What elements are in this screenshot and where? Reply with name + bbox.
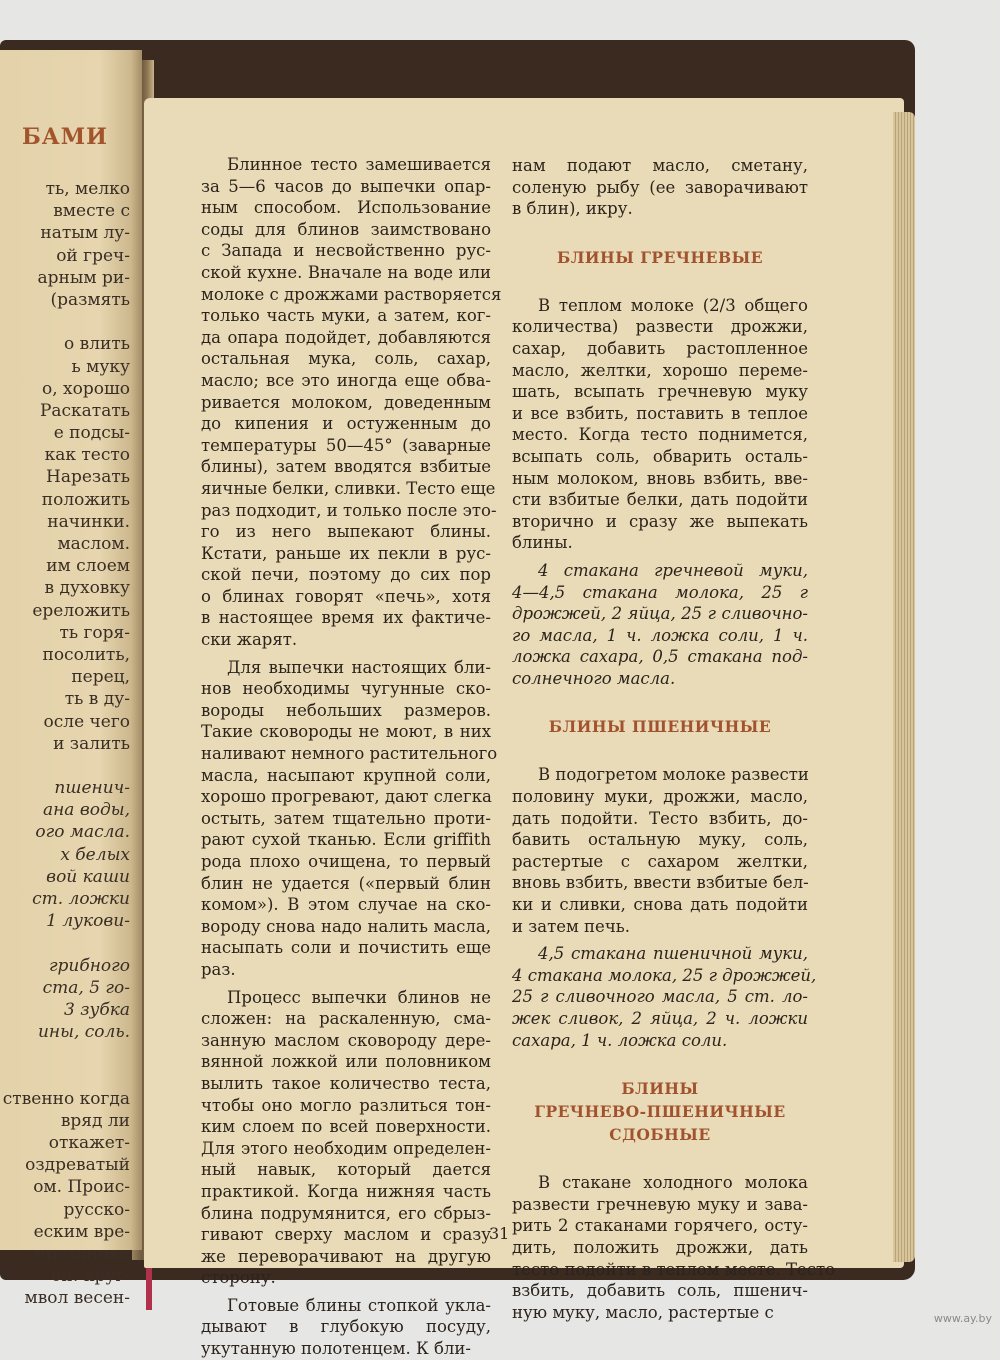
text-line: дить, положить дрожжи, дать xyxy=(512,1237,808,1257)
left-page-line: ой: круг- xyxy=(51,1266,130,1287)
section-heading xyxy=(512,1077,808,1146)
text-line: рают сухой тканью. Если griffith xyxy=(201,830,491,850)
left-page-line: ть, мелко xyxy=(45,179,130,199)
left-page-line: (размять xyxy=(50,289,130,310)
text-line: сторону. xyxy=(201,1268,276,1288)
left-page-line: русско- xyxy=(63,1199,130,1220)
paragraph xyxy=(512,1172,836,1323)
left-page-line: откажет- xyxy=(48,1133,130,1154)
text-line: остальная мука, соль, сахар, xyxy=(201,349,491,369)
left-page-line: Нарезать xyxy=(46,467,130,488)
text-line: соленую рыбу (ее заворачивают xyxy=(512,177,808,197)
text-line: раз. xyxy=(201,959,236,979)
page-edges xyxy=(893,112,915,1262)
left-page-line: ом. Проис- xyxy=(33,1177,130,1198)
left-page-line xyxy=(0,1066,130,1088)
text-line: до кипения и остуженным до xyxy=(201,414,491,434)
left-page-line: начинки. xyxy=(47,511,130,532)
text-line: рить 2 стаканами горячего, осту- xyxy=(512,1216,808,1236)
text-line: 4—4,5 стакана молока, 25 г xyxy=(512,582,808,602)
text-line: с Запада и несвойственно рус- xyxy=(201,241,491,261)
heading-line: БЛИНЫ xyxy=(621,1079,699,1099)
text-line: насыпать соли и почистить еще xyxy=(201,938,491,958)
text-line: занную маслом сковороду дере- xyxy=(201,1030,491,1050)
text-line: ным молоком, вновь взбить, вве- xyxy=(512,468,808,488)
text-line: сти взбитые белки, дать подойти xyxy=(512,490,808,510)
left-page-line: ственно когда xyxy=(2,1088,130,1109)
text-line: Процесс выпечки блинов не xyxy=(227,987,491,1007)
text-line: только часть муки, а затем, ког- xyxy=(201,306,491,326)
text-line: вновь взбить, ввести взбитые бел- xyxy=(512,873,809,893)
left-page-line: о, хорошо xyxy=(41,378,130,399)
left-page-line: ть в ду- xyxy=(64,689,130,710)
text-line: блина подрумянится, его сбрыз- xyxy=(201,1203,491,1223)
text-line: Кстати, раньше их пекли в рус- xyxy=(201,543,491,563)
paragraph-continuation xyxy=(512,155,808,220)
text-line: бавить остальную муку, соль, xyxy=(512,830,808,850)
left-page-line: ана воды, xyxy=(42,800,130,821)
text-line: половину муки, дрожжи, масло, xyxy=(512,787,808,807)
left-page-line: ь муку xyxy=(71,356,130,377)
text-line: количества) развести дрожжи, xyxy=(512,317,808,337)
text-line: дать подойти. Тесто взбить, до- xyxy=(512,808,808,828)
ingredients-list xyxy=(512,560,808,690)
text-line: шать, всыпать гречневую муку xyxy=(512,382,808,402)
left-page-line: вой каши xyxy=(46,866,130,887)
text-line: Блинное тесто замешивается xyxy=(227,155,491,174)
left-page-line xyxy=(0,1043,130,1065)
text-line: 4,5 стакана пшеничной муки, xyxy=(538,944,808,964)
left-page-line: арным ри- xyxy=(37,267,130,288)
left-page-line: е подсы- xyxy=(53,423,130,444)
text-line: ской печи, поэтому до сих пор xyxy=(201,565,491,585)
text-line: развести гречневую муку и зава- xyxy=(512,1194,808,1214)
text-line: блины), затем вводятся взбитые xyxy=(201,457,491,477)
heading-line: ГРЕЧНЕВО-ПШЕНИЧНЫЕ xyxy=(534,1102,786,1122)
text-line: Готовые блины стопкой укла- xyxy=(227,1295,491,1315)
text-line: блины. xyxy=(512,533,573,553)
text-line: сахар, добавить растопленное xyxy=(512,338,808,358)
text-line: взбить, добавить соль, пшенич- xyxy=(512,1281,808,1301)
text-line: ную муку, масло, растертые с xyxy=(512,1302,774,1322)
text-line: ложка сахара, 0,5 стакана под- xyxy=(512,647,808,667)
left-page xyxy=(0,50,142,1309)
text-line: В подогретом молоке развести xyxy=(538,765,809,785)
text-line: масло; все это иногда еще обва- xyxy=(201,370,491,390)
text-line: го масла, 1 ч. ложка соли, 1 ч. xyxy=(512,625,808,645)
left-page-line: маслом. xyxy=(57,534,130,554)
left-page-line: в духовку xyxy=(44,578,130,599)
text-line: вылить такое количество теста, xyxy=(201,1073,491,1093)
left-page-line: 1 лукови- xyxy=(46,911,130,932)
text-line: раз подходит, и только после это- xyxy=(201,500,497,520)
text-line: хорошо прогревают, дают слегка xyxy=(201,787,492,807)
left-page-line: ины, соль. xyxy=(37,1022,130,1043)
text-line: укутанную полотенцем. К бли- xyxy=(201,1339,471,1359)
text-line: вторично и сразу же выпекать xyxy=(512,511,808,531)
left-page-line: им слоем xyxy=(46,556,130,577)
ingredients-list xyxy=(512,943,817,1051)
page-number: 31 xyxy=(489,1224,510,1243)
heading-line: БЛИНЫ ГРЕЧНЕВЫЕ xyxy=(556,247,764,267)
text-line: нов необходимы чугунные ско- xyxy=(201,679,491,699)
paragraph xyxy=(201,987,491,1289)
text-line: ски жарят. xyxy=(201,630,298,650)
left-page-line: вряд ли xyxy=(60,1110,130,1131)
paragraph xyxy=(512,295,808,554)
text-line: масла, насыпают крупной соли, xyxy=(201,765,491,785)
left-page-line: ереложить xyxy=(32,600,130,621)
text-line: ки и сливки, снова дать подойти xyxy=(512,895,808,915)
left-page-line: Раскатать xyxy=(39,400,130,421)
left-page-line: положить xyxy=(41,489,130,510)
text-line: вянной ложкой или половником xyxy=(201,1052,491,1072)
text-line: за 5—6 часов до выпечки опар- xyxy=(201,176,491,196)
text-line: тесто подойти в теплом месте. Тесто xyxy=(512,1259,836,1279)
text-line: го из него выпекают блины. xyxy=(201,522,491,542)
text-line: блин не удается («первый блин xyxy=(201,873,491,893)
paragraph xyxy=(201,1295,491,1360)
text-line: вороды небольших размеров. xyxy=(201,700,491,720)
text-line: дрожжей, 2 яйца, 25 г сливочно- xyxy=(512,604,808,624)
text-line: 4 стакана гречневой муки, xyxy=(538,560,808,580)
text-line: о блинах говорят «печь», хотя xyxy=(201,586,491,606)
left-page-line: о влить xyxy=(64,334,130,355)
text-line: растертые с сахаром желтки, xyxy=(512,851,808,871)
text-line: гивают сверху маслом и сразу xyxy=(201,1225,491,1245)
text-line: В теплом молоке (2/3 общего xyxy=(538,295,808,315)
text-line: место. Когда тесто поднимется, xyxy=(512,425,808,445)
left-page-line: ого масла. xyxy=(35,822,130,843)
left-page-line: ста, 5 го- xyxy=(42,977,130,998)
text-line: сложен: на раскаленную, сма- xyxy=(201,1009,491,1029)
left-page-line: мвол весен- xyxy=(24,1288,130,1309)
left-page-title: БАМИ xyxy=(22,124,108,150)
left-page-line: 3 зубка xyxy=(63,999,130,1020)
left-page-line: и залить xyxy=(53,733,130,754)
left-page-line: натым лу- xyxy=(40,223,130,244)
left-page-text xyxy=(0,178,130,1310)
left-page-line: ой греч- xyxy=(56,245,130,266)
text-line: чтобы оно могло разлиться тон- xyxy=(201,1095,491,1115)
text-line: практикой. Когда нижняя часть xyxy=(201,1181,491,1201)
text-line: ким слоем по всей поверхности. xyxy=(201,1117,491,1137)
text-line: сахара, 1 ч. ложка соли. xyxy=(512,1030,728,1050)
text-line: нам подают масло, сметану, xyxy=(512,156,808,175)
heading-line: СДОБНЫЕ xyxy=(609,1125,711,1145)
paragraph xyxy=(512,764,808,937)
text-line: жек сливок, 2 яйца, 2 ч. ложки xyxy=(512,1009,808,1028)
text-line: комом»). В этом случае на ско- xyxy=(201,895,491,915)
left-page-line: оздреватый xyxy=(25,1155,130,1176)
section-heading xyxy=(512,246,808,269)
paragraph xyxy=(201,154,502,651)
left-page-line: ть горя- xyxy=(59,622,130,643)
text-line: 25 г сливочного масла, 5 ст. ло- xyxy=(512,987,808,1007)
text-line: ным способом. Использование xyxy=(201,198,491,218)
text-line: же переворачивают на другую xyxy=(201,1246,491,1266)
section-heading xyxy=(512,715,808,738)
text-line: да опара подойдет, добавляются xyxy=(201,327,491,347)
text-line: Такие сковороды не моют, в них xyxy=(201,722,491,742)
text-line: ривается молоком, доведенным xyxy=(201,392,491,412)
text-line: вороду снова надо налить масла, xyxy=(201,916,491,936)
text-line: 4 стакана молока, 25 г дрожжей, xyxy=(512,965,817,985)
text-line: в блин), икру. xyxy=(512,199,633,219)
text-line: остыть, затем тщательно проти- xyxy=(201,808,491,828)
text-line: наливают немного растительного xyxy=(201,744,498,764)
left-page-line: ст. ложки xyxy=(32,889,130,909)
left-page-line: перец, xyxy=(71,667,130,688)
left-page-line: вместе с xyxy=(53,201,130,222)
left-page-line: посолить, xyxy=(42,644,130,665)
text-line: яичные белки, сливки. Тесто еще xyxy=(201,478,496,498)
left-page-line xyxy=(0,755,130,777)
text-line: В стакане холодного молока xyxy=(538,1173,808,1193)
text-line: рода плохо очищена, то первый xyxy=(201,852,491,871)
text-line: масло, желтки, хорошо переме- xyxy=(512,360,808,380)
text-line: ный навык, который дается xyxy=(201,1160,491,1180)
right-column xyxy=(512,155,836,1323)
left-page-line xyxy=(0,932,130,954)
left-page-line: как тесто xyxy=(44,445,130,466)
text-line: дывают в глубокую посуду, xyxy=(201,1317,491,1337)
text-line: температуры 50—45° (заварные xyxy=(201,435,491,455)
text-line: и затем печь. xyxy=(512,916,630,936)
heading-line: БЛИНЫ ПШЕНИЧНЫЕ xyxy=(548,717,772,737)
text-line: и все взбить, поставить в теплое xyxy=(512,403,808,423)
text-line: молоке с дрожжами растворяется xyxy=(201,284,502,304)
left-page-line: осле чего xyxy=(43,711,130,732)
left-page-line: грибного xyxy=(48,955,130,976)
paragraph xyxy=(201,657,498,981)
text-line: Для выпечки настоящих бли- xyxy=(227,657,491,677)
text-line: Для этого необходим определен- xyxy=(201,1138,491,1158)
text-line: солнечного масла. xyxy=(512,668,676,688)
left-page-line xyxy=(0,311,130,333)
text-line: всыпать соль, обварить осталь- xyxy=(512,446,808,466)
watermark-text: www.ay.by xyxy=(933,1312,992,1325)
text-line: в настоящее время их фактиче- xyxy=(201,608,491,628)
left-page-line: х белых xyxy=(60,844,130,865)
left-page-line: праздника xyxy=(34,1244,130,1264)
text-line: ской кухне. Вначале на воде или xyxy=(201,262,491,282)
left-page-line: еским вре- xyxy=(33,1221,130,1242)
left-page-line: пшенич- xyxy=(54,778,130,799)
text-line: соды для блинов заимствовано xyxy=(201,219,491,239)
